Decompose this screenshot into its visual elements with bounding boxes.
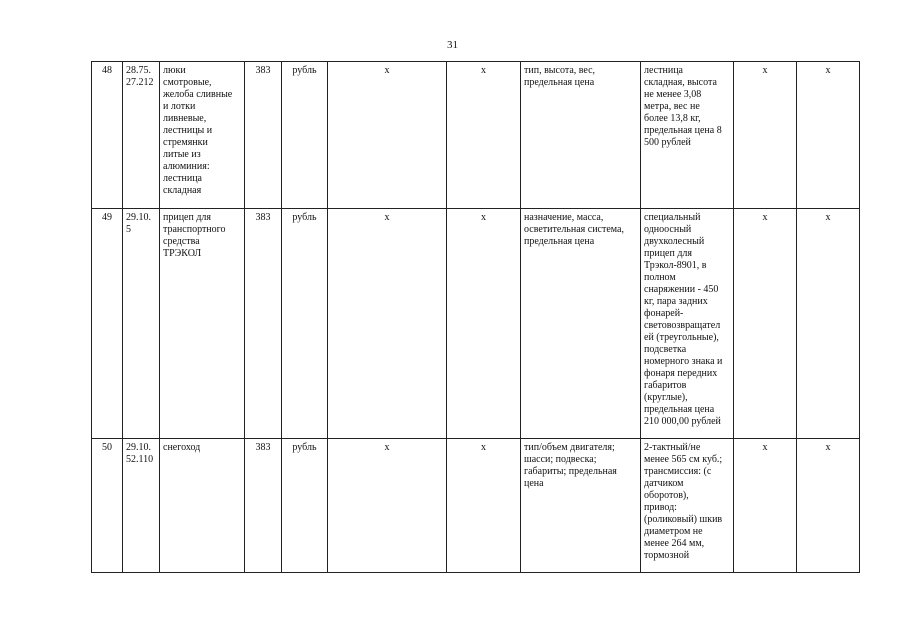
column-9: x (734, 209, 797, 439)
column-6: x (447, 62, 521, 209)
column-10: x (797, 62, 860, 209)
table-row (92, 62, 860, 209)
characteristic-value: 2-тактный/не менее 565 см куб.; трансмиссия: (с датчиком оборотов), привод: (роликовый) шкив диаметром не менее 264 мм, тормозной (641, 439, 734, 573)
item-name: прицеп для транспортного средства ТРЭКОЛ (160, 209, 245, 439)
unit-name: рубль (282, 209, 328, 439)
characteristic-value: специальный одноосный двухколесный прицеп для Трэкол-8901, в полном снаряжении - 450 кг, пара задних фонарей- световозвращател ей (треугольные), подсветка номерного знака и фонаря передних габаритов (круглые), предельная цена 210 000,00 рублей (641, 209, 734, 439)
characteristics: тип/объем двигателя; шасси; подвеска; габариты; предельная цена (521, 439, 641, 573)
column-10: x (797, 439, 860, 573)
column-6: x (447, 439, 521, 573)
table-row (92, 439, 860, 573)
okpd-code: 28.75. 27.212 (123, 62, 160, 209)
characteristics: тип, высота, вес, предельная цена (521, 62, 641, 209)
column-10: x (797, 209, 860, 439)
page-number: 31 (447, 39, 458, 51)
okei-code: 383 (245, 62, 282, 209)
column-9: x (734, 62, 797, 209)
column-5: x (328, 439, 447, 573)
okpd-code: 29.10. 5 (123, 209, 160, 439)
row-number: 49 (92, 209, 123, 439)
column-5: x (328, 62, 447, 209)
characteristic-value: лестница складная, высота не менее 3,08 метра, вес не более 13,8 кг, предельная цена 8 500 рублей (641, 62, 734, 209)
column-5: x (328, 209, 447, 439)
characteristics: назначение, масса, осветительная система, предельная цена (521, 209, 641, 439)
row-number: 50 (92, 439, 123, 573)
column-9: x (734, 439, 797, 573)
row-number: 48 (92, 62, 123, 209)
okei-code: 383 (245, 209, 282, 439)
item-name: люки смотровые, желоба сливные и лотки ливневые, лестницы и стремянки литые из алюминия: лестница складная (160, 62, 245, 209)
okpd-code: 29.10. 52.110 (123, 439, 160, 573)
procurement-table (91, 61, 860, 573)
column-6: x (447, 209, 521, 439)
unit-name: рубль (282, 62, 328, 209)
okei-code: 383 (245, 439, 282, 573)
table-row (92, 209, 860, 439)
item-name: снегоход (160, 439, 245, 573)
unit-name: рубль (282, 439, 328, 573)
